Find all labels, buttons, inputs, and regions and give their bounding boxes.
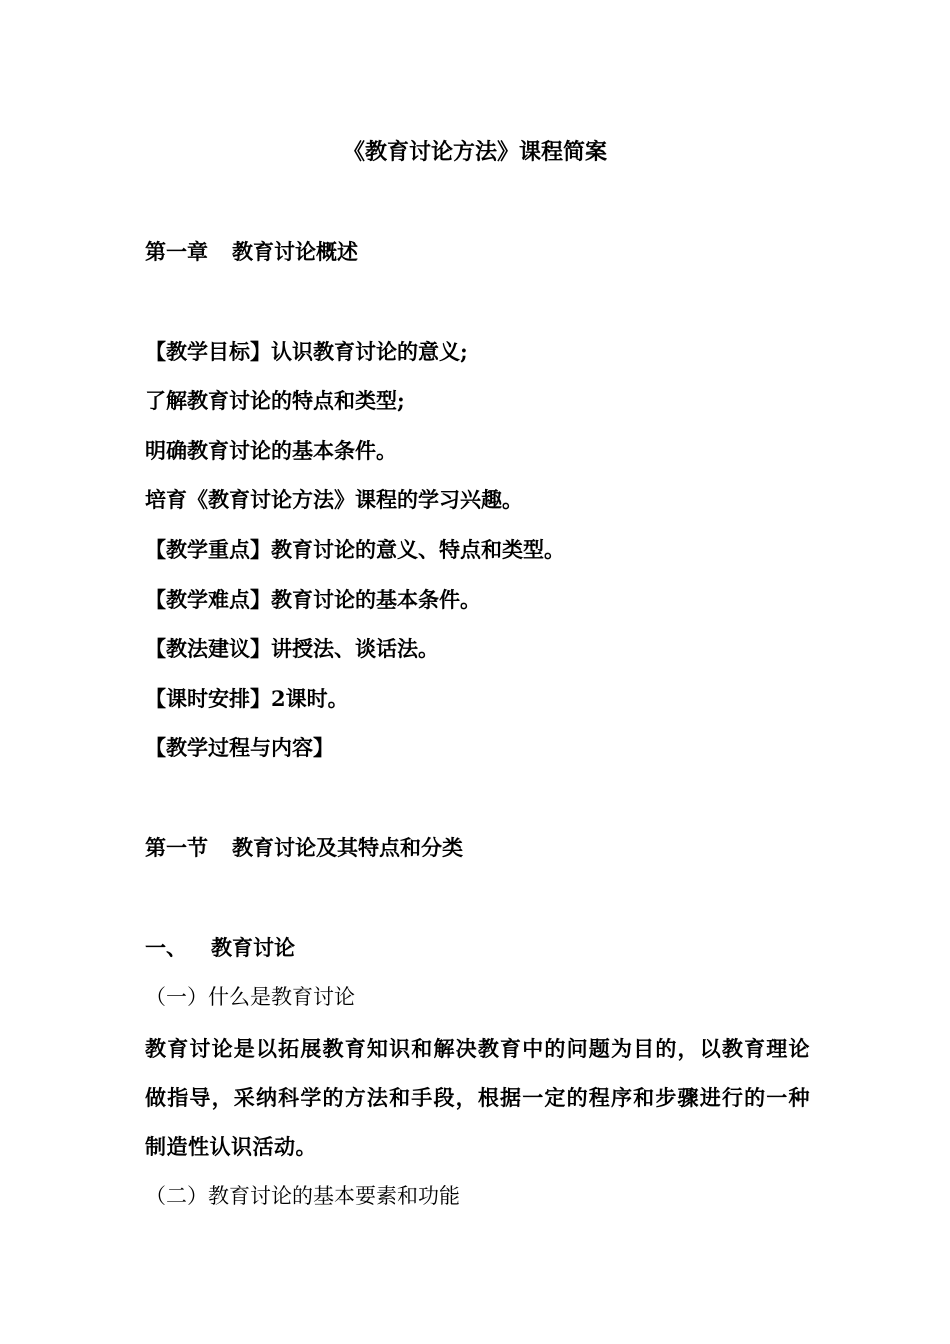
- objective-item: 培育《教育讨论方法》课程的学习兴趣。: [145, 487, 523, 512]
- chapter-label: 第一章: [145, 239, 208, 264]
- document-title: 《教育讨论方法》课程简案: [342, 139, 607, 165]
- section-heading: [145, 833, 463, 863]
- teaching-focus-line: 【教学重点】教育讨论的意义、特点和类型。: [145, 537, 565, 562]
- item-heading: （一）什么是教育讨论: [145, 985, 355, 1009]
- item-heading: （二）教育讨论的基本要素和功能: [145, 1184, 460, 1208]
- definition-paragraph: 教育讨论是以拓展教育知识和解决教育中的问题为目的，以教育理论做指导，采纳科学的方法和手段，根据一定的程序和步骤进行的一种制造性认识活动。: [145, 1036, 810, 1159]
- teaching-process-line: 【教学过程与内容】: [145, 735, 334, 760]
- objective-item: 了解教育讨论的特点和类型;: [145, 388, 405, 413]
- teaching-objective-line: 【教学目标】认识教育讨论的意义;: [145, 339, 468, 364]
- teaching-difficulty-line: 【教学难点】教育讨论的基本条件。: [145, 587, 481, 612]
- section-label: 第一节: [145, 835, 208, 860]
- subheading-title: 教育讨论: [211, 935, 295, 960]
- objective-item: 明确教育讨论的基本条件。: [145, 438, 397, 463]
- chapter-title: 教育讨论概述: [232, 239, 358, 264]
- section-title: 教育讨论及其特点和分类: [232, 835, 463, 860]
- chapter-heading: [145, 237, 358, 267]
- subheading-label: 一、: [145, 935, 187, 960]
- subheading: [145, 933, 295, 963]
- class-hours-line: 【课时安排】2课时。: [145, 686, 349, 711]
- teaching-method-line: 【教法建议】讲授法、谈话法。: [145, 636, 439, 661]
